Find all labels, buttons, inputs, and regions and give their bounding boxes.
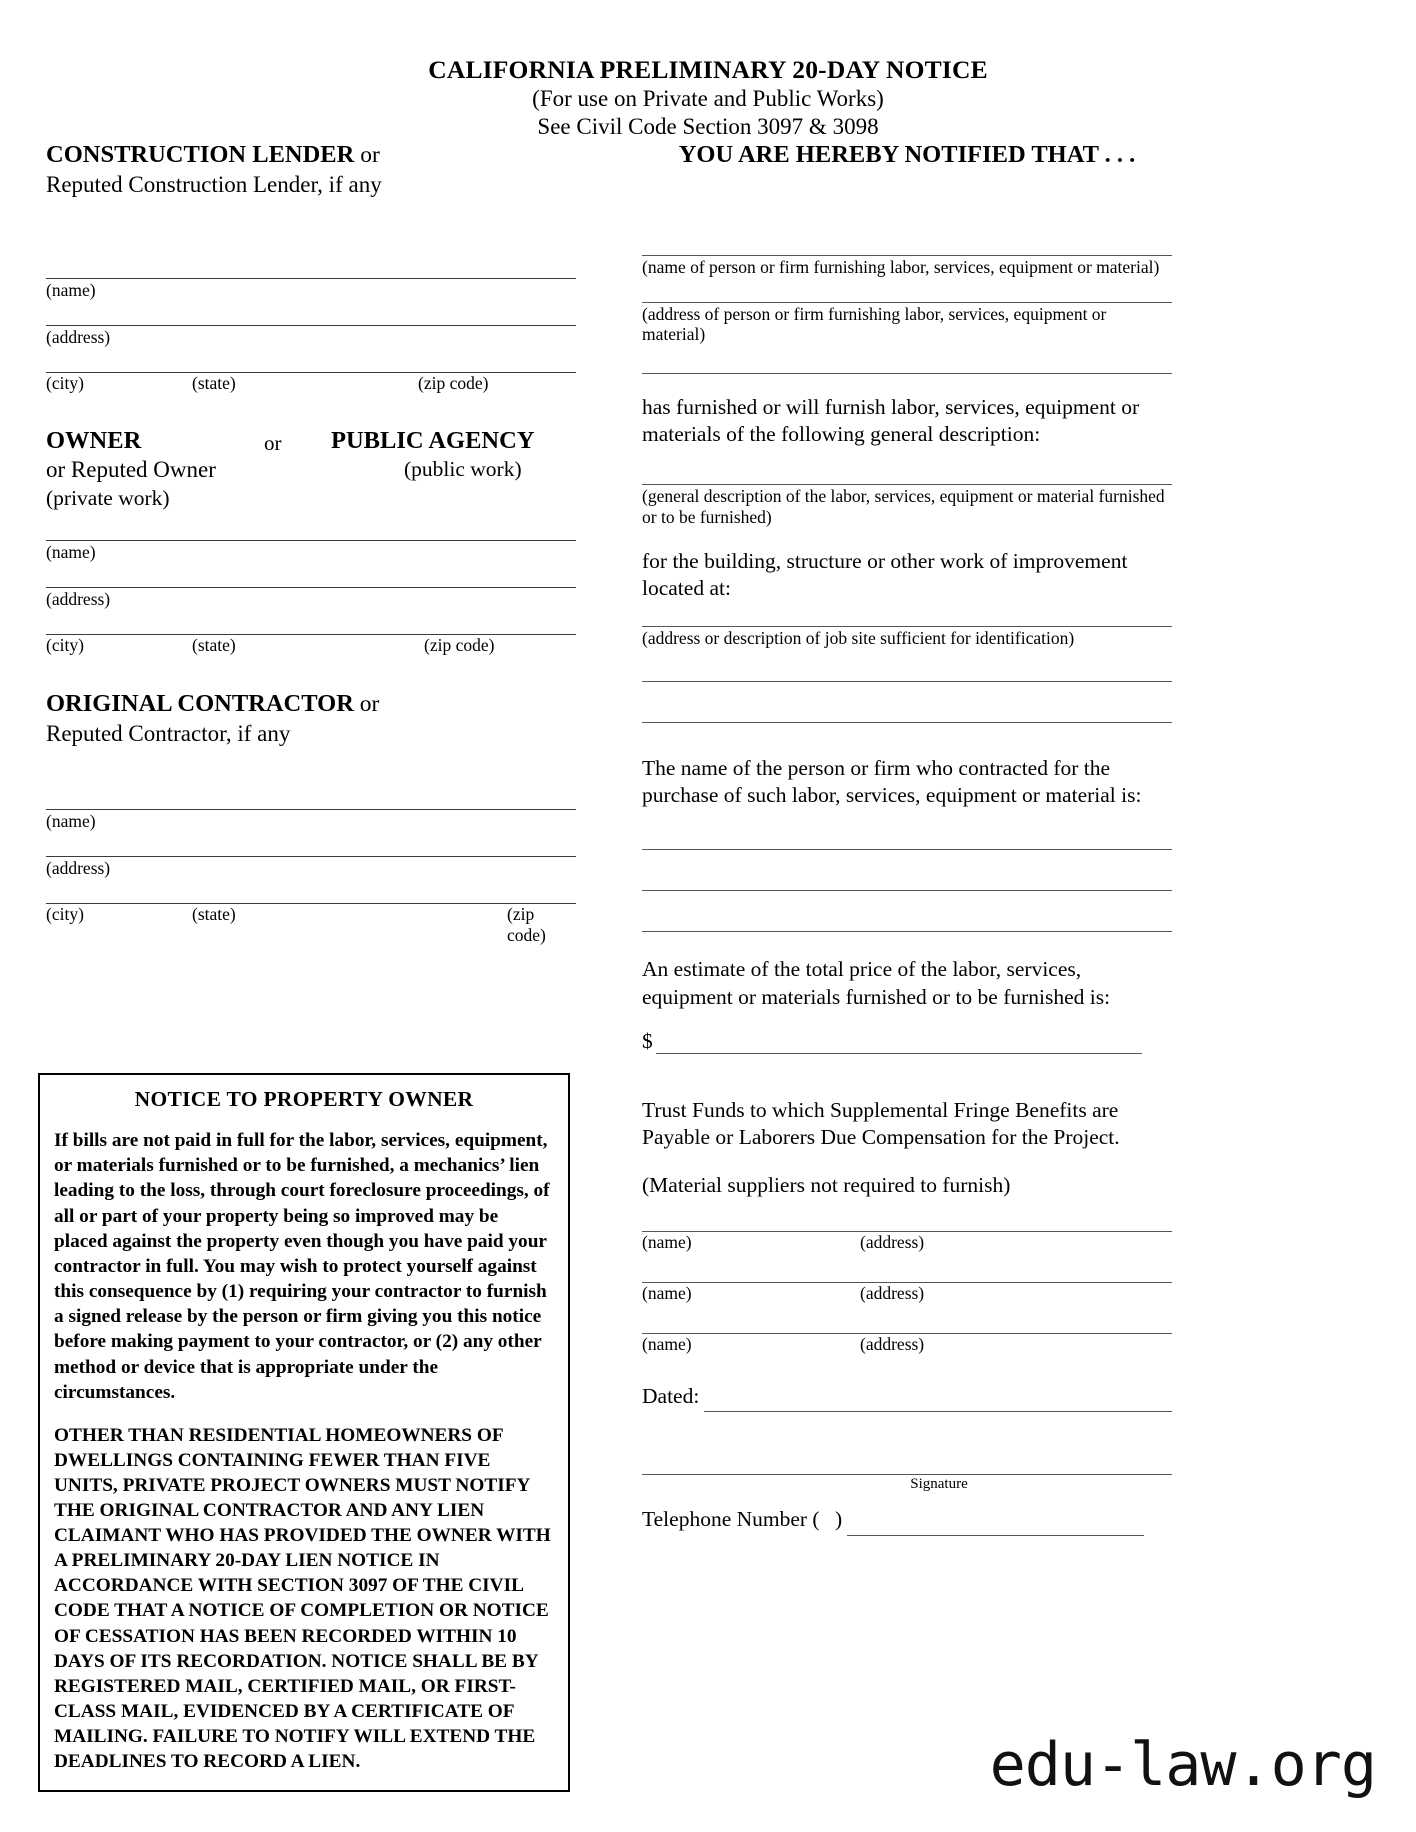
general-description-field[interactable] [642,484,1172,527]
furnisher-address-label: (address of person or firm furnishing labor, services, equipment or material) [642,303,1107,345]
contracted-by-text: The name of the person or firm who contracted for the purchase of such labor, services, equipment or material is: [642,755,1142,808]
signature-field[interactable] [642,1474,1172,1493]
contractor-city-label: (city) [46,903,84,924]
dated-field[interactable] [642,1384,1172,1418]
trust-row-3-address-label: (address) [860,1333,925,1354]
owner-heading: OWNER [46,426,142,454]
telephone-area-close-paren: ) [835,1506,843,1531]
public-agency-subheading: (public work) [404,456,522,481]
original-contractor-heading-rest: or [353,690,380,717]
estimate-amount-field[interactable] [642,1027,1172,1057]
contractor-citystatezip-labels [46,903,576,945]
trust-row-2-address-label: (address) [860,1282,925,1303]
lender-citystatezip-field[interactable] [46,372,576,395]
trust-row-1-address-label: (address) [860,1231,925,1252]
original-contractor-heading-strong: ORIGINAL CONTRACTOR [46,689,354,717]
telephone-field[interactable] [642,1507,1172,1541]
job-site-field[interactable] [642,626,1172,649]
left-column [46,140,576,945]
construction-lender-heading-rest: or [354,142,380,168]
contractor-citystatezip-field[interactable] [46,903,576,945]
right-column-heading: YOU ARE HEREBY NOTIFIED THAT . . . [678,141,1136,168]
trust-row-3[interactable] [642,1333,1172,1356]
contractor-address-field[interactable] [46,856,576,879]
owner-citystatezip-field[interactable] [46,634,576,657]
lender-name-label: (name) [46,279,96,300]
trust-row-3-labels [642,1334,1172,1356]
owner-state-label: (state) [192,634,236,655]
construction-lender-heading-strong: CONSTRUCTION LENDER [46,141,355,168]
lender-zip-label: (zip code) [418,372,489,393]
material-suppliers-text: (Material suppliers not required to furnish) [642,1172,1011,1197]
site-watermark: edu-law.org [989,1730,1376,1800]
lender-name-field[interactable] [46,278,576,301]
dated-label: Dated: [642,1383,700,1408]
contractor-state-label: (state) [192,903,236,924]
construction-lender-heading [46,140,576,171]
trust-row-1-labels [642,1232,1172,1254]
has-furnished-text: has furnished or will furnish labor, services, equipment or materials of the following general description: [642,394,1140,447]
original-contractor-heading [46,689,576,720]
page-left-margin [0,0,10,1832]
owner-name-label: (name) [46,541,96,562]
owner-private-work-note: (private work) [46,485,170,510]
owner-subheading-row [46,457,576,485]
lender-address-field[interactable] [46,325,576,348]
dollar-sign: $ [642,1029,653,1054]
notice-to-property-owner-box [38,1073,570,1792]
lender-city-label: (city) [46,372,84,393]
trust-row-1-name-label: (name) [642,1231,692,1252]
construction-lender-subheading: Reputed Construction Lender, if any [46,171,382,197]
furnisher-name-field[interactable] [642,255,1172,278]
contractor-name-label: (name) [46,810,96,831]
trust-row-3-name-label: (name) [642,1333,692,1354]
contractor-address-label: (address) [46,857,111,878]
section-original-contractor [46,689,576,945]
telephone-label: Telephone Number ( [642,1506,820,1531]
owner-name-field[interactable] [46,540,576,563]
section-construction-lender [46,140,576,395]
owner-zip-label: (zip code) [424,634,495,655]
notice-box-paragraph-1: If bills are not paid in full for the labor, services, equipment, or materials furnished or to be furnished, a mechanics’ lien leading to the loss, through court foreclosure proceedings, of all or part of your property being so improved may be placed against the property even though you have paid your contractor in full. You may wish to protect yourself against this consequence by (1) requiring your contractor to furnish a signed release by the person or firm giving you this notice before making payment to your contractor, or (2) any other method or device that is appropriate under the circumstances. [54,1130,550,1403]
notice-box-paragraph-2: OTHER THAN RESIDENTIAL HOMEOWNERS OF DWELLINGS CONTAINING FEWER THAN FIVE UNITS, PRIVATE PROJECT OWNERS MUST NOTIFY THE ORIGINAL CONTRACTOR AND ANY LIEN CLAIMANT WHO HAS PROVIDED THE OWNER WITH A PRELIMINARY 20-DAY LIEN NOTICE IN ACCORDANCE WITH SECTION 3097 OF THE CIVIL CODE THAT A NOTICE OF COMPLETION OR NOTICE OF CESSATION HAS BEEN RECORDED WITHIN 10 DAYS OF ITS RECORDATION. NOTICE SHALL BE BY REGISTERED MAIL, CERTIFIED MAIL, OR FIRST-CLASS MAIL, EVIDENCED BY A CERTIFICATE OF MAILING. FAILURE TO NOTIFY WILL EXTEND THE DEADLINES TO RECORD A LIEN. [54,1424,551,1772]
notice-box-title: NOTICE TO PROPERTY OWNER [134,1087,474,1111]
lender-address-label: (address) [46,326,111,347]
owner-address-label: (address) [46,588,111,609]
telephone-rule[interactable] [847,1535,1144,1536]
contractor-name-field[interactable] [46,809,576,832]
original-contractor-subheading: Reputed Contractor, if any [46,720,291,746]
owner-citystatezip-labels [46,635,576,657]
header-subtitle-code: See Civil Code Section 3097 & 3098 [537,113,879,139]
section-owner-public-agency [46,427,576,657]
lender-citystatezip-labels [46,373,576,395]
signature-label: Signature [910,1475,968,1492]
general-description-label: (general description of the labor, services, equipment or material furnished or to be furnished) [642,486,1165,528]
job-site-label: (address or description of job site sufficient for identification) [642,628,1075,649]
trust-row-2[interactable] [642,1282,1172,1305]
trust-row-2-labels [642,1283,1172,1305]
owner-address-field[interactable] [46,587,576,610]
lender-state-label: (state) [192,372,236,393]
header-subtitle-use: (For use on Private and Public Works) [532,85,884,111]
document-header [0,56,1416,141]
right-column [642,140,1172,1541]
furnisher-address-field[interactable] [642,302,1172,345]
furnisher-name-label: (name of person or firm furnishing labor, services, equipment or material) [642,256,1160,277]
dated-rule[interactable] [704,1411,1172,1412]
for-building-text: for the building, structure or other work of improvement located at: [642,548,1128,600]
estimate-amount-rule[interactable] [656,1053,1142,1054]
trust-funds-text: Trust Funds to which Supplemental Fringe Benefits are Payable or Laborers Due Compensation for the Project. [642,1098,1120,1150]
page-title: CALIFORNIA PRELIMINARY 20-DAY NOTICE [428,55,988,84]
trust-row-1[interactable] [642,1231,1172,1254]
trust-row-2-name-label: (name) [642,1282,692,1303]
owner-heading-row [46,427,576,457]
owner-subheading: or Reputed Owner [46,456,216,482]
estimate-text: An estimate of the total price of the labor, services, equipment or materials furnished or to be furnished is: [642,957,1111,1009]
public-agency-heading: PUBLIC AGENCY [331,426,535,454]
owner-city-label: (city) [46,634,84,655]
contractor-zip-label: (zip code) [507,903,546,945]
owner-or-text: or [264,430,282,455]
